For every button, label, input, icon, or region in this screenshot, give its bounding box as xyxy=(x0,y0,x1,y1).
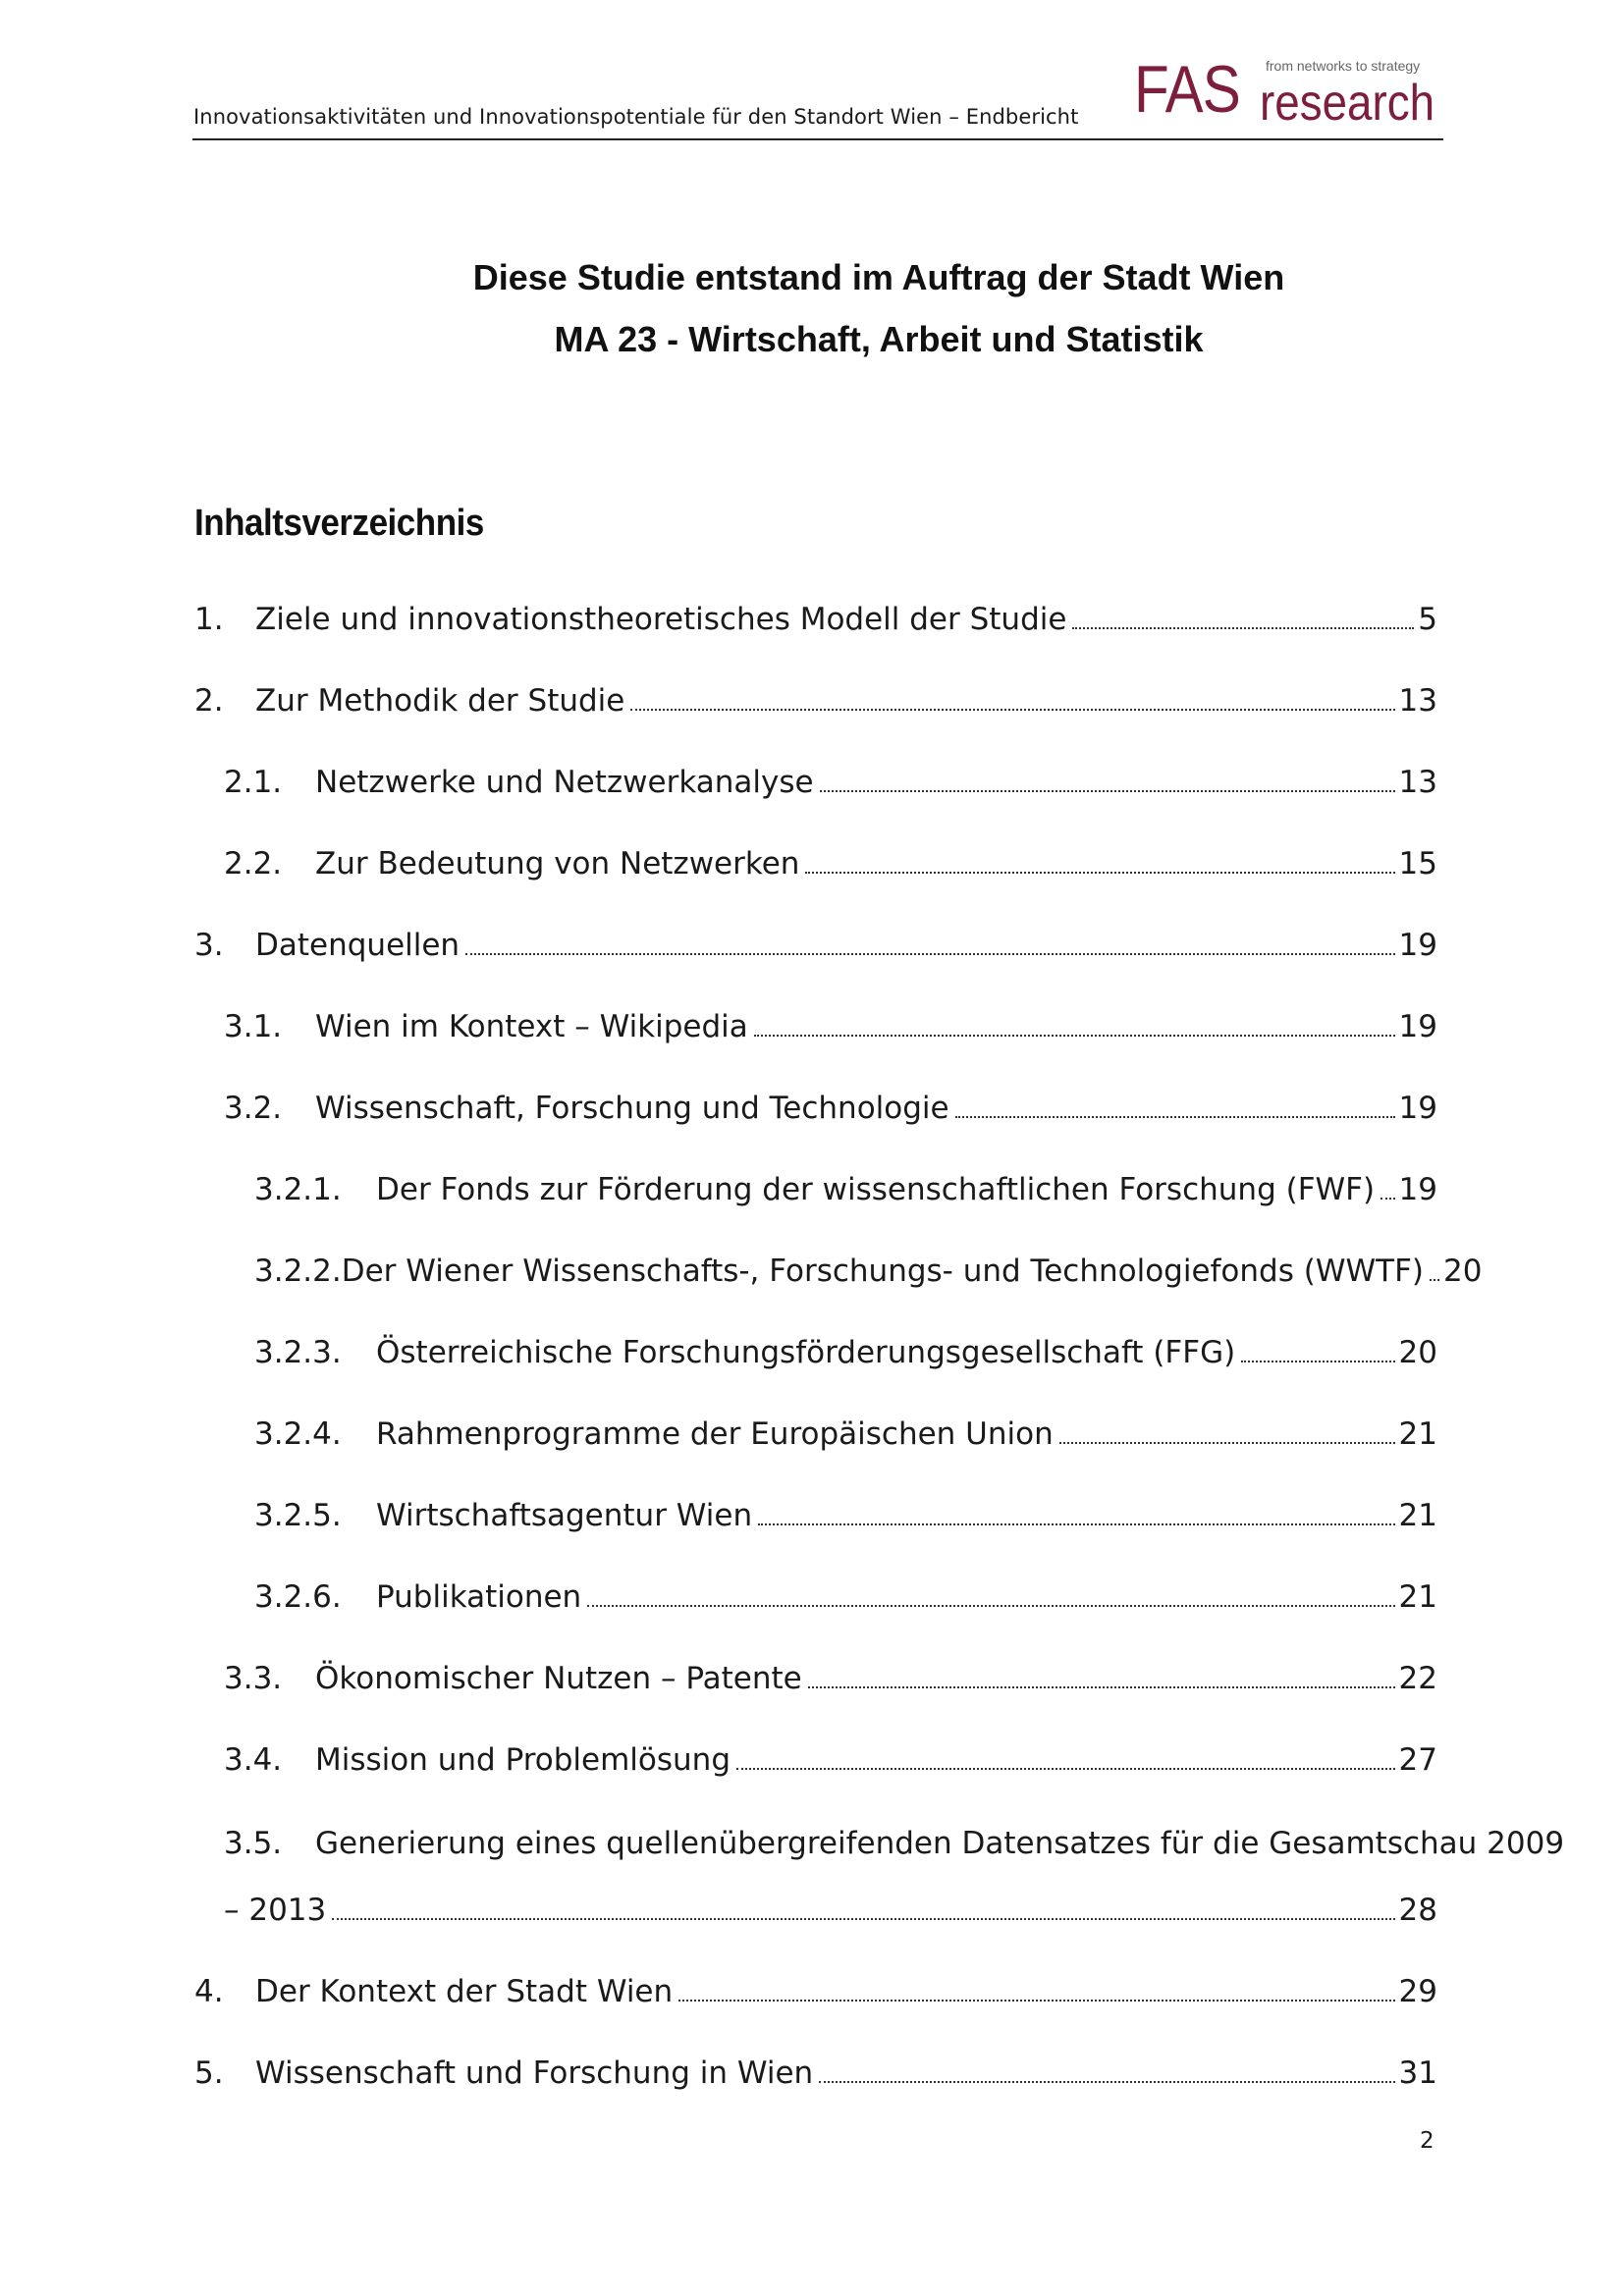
toc-entry-number: 3.4. xyxy=(224,1742,283,1778)
toc-entry[interactable] xyxy=(194,1972,1437,2011)
toc-entry-number: 3.3. xyxy=(224,1661,283,1696)
toc-entry-page: 22 xyxy=(1398,1661,1437,1696)
toc-entry-number: 1. xyxy=(194,602,224,637)
toc-entry-page: 31 xyxy=(1398,2056,1437,2091)
toc-leader-dots xyxy=(630,709,1394,711)
commission-line-1: Diese Studie entstand im Auftrag der Stadt Wien xyxy=(472,257,1285,297)
toc-entry[interactable] xyxy=(224,1089,1437,1128)
toc-entry-page: 20 xyxy=(1443,1254,1483,1289)
toc-entry-title: Generierung eines quellenübergreifenden Datensatzes für die Gesamtschau 2009 xyxy=(315,1826,1565,1861)
toc-entry-title: Zur Bedeutung von Netzwerken xyxy=(315,846,800,881)
toc-entry-number: 3.2.4. xyxy=(254,1416,342,1452)
toc-entry[interactable] xyxy=(254,1577,1437,1617)
toc-entry-page: 15 xyxy=(1398,846,1437,881)
toc-heading: Inhaltsverzeichnis xyxy=(194,503,484,544)
toc-entry-number: 3.2.6. xyxy=(254,1579,342,1615)
toc-leader-dots xyxy=(805,872,1394,874)
toc-entry-number: 3.2.3. xyxy=(254,1335,342,1370)
toc-entry[interactable] xyxy=(254,1333,1437,1372)
toc-entry[interactable] xyxy=(194,2054,1437,2093)
toc-entry-title: Ökonomischer Nutzen – Patente xyxy=(315,1661,802,1696)
toc-entry-page: 21 xyxy=(1398,1579,1437,1615)
toc-leader-dots xyxy=(754,1035,1395,1037)
toc-entry-number: 5. xyxy=(194,2056,224,2091)
toc-entry-page: 5 xyxy=(1418,602,1437,637)
toc-entry[interactable] xyxy=(224,844,1437,883)
commission-line-2: MA 23 - Wirtschaft, Arbeit und Statistik xyxy=(554,319,1204,359)
toc-leader-dots xyxy=(819,2081,1394,2083)
toc-entry-number: 2.1. xyxy=(224,765,283,800)
toc-entry[interactable] xyxy=(224,763,1437,802)
toc-entry-title: Der Kontext der Stadt Wien xyxy=(255,1974,674,2009)
toc-entry-number: 3.2. xyxy=(224,1091,283,1126)
toc-entry-number: 3.2.1. xyxy=(254,1172,342,1207)
toc-leader-dots xyxy=(587,1605,1394,1607)
toc-entry-title: Der Fonds zur Förderung der wissenschaftlichen Forschung (FWF) xyxy=(376,1172,1376,1207)
toc-entry[interactable] xyxy=(224,1740,1437,1780)
toc-entry-title: Wirtschaftsagentur Wien xyxy=(376,1498,753,1533)
toc-entry[interactable] xyxy=(194,600,1437,639)
toc-leader-dots xyxy=(678,2000,1394,2002)
logo-research-text: research xyxy=(1260,75,1435,132)
toc-leader-dots xyxy=(1241,1361,1394,1362)
toc-leader-dots xyxy=(758,1523,1394,1525)
toc-entry-continuation: – 2013 xyxy=(224,1893,327,1928)
toc-entry-title: Datenquellen xyxy=(255,928,460,963)
toc-leader-dots xyxy=(1072,627,1414,629)
toc-leader-dots xyxy=(465,953,1394,955)
toc-entry-title: Wien im Kontext – Wikipedia xyxy=(315,1009,748,1044)
toc-leader-dots xyxy=(808,1686,1395,1688)
toc-entry-title: Der Wiener Wissenschafts-, Forschungs- und Technologiefonds (WWTF) xyxy=(341,1254,1424,1289)
toc-entry-title: Mission und Problemlösung xyxy=(315,1742,731,1778)
toc-leader-dots xyxy=(332,1918,1394,1920)
toc-leader-dots xyxy=(820,790,1395,792)
toc-entry-wrapped-first-line[interactable] xyxy=(224,1824,1564,1863)
toc-entry[interactable] xyxy=(254,1252,1483,1291)
header-divider xyxy=(192,138,1443,140)
page-number: 2 xyxy=(1420,2128,1435,2154)
logo-tagline: from networks to strategy xyxy=(1266,58,1421,74)
toc-entry-page: 13 xyxy=(1398,765,1437,800)
toc-entry-number: 3.1. xyxy=(224,1009,283,1044)
logo-fas-text: FAS xyxy=(1134,52,1240,127)
toc-leader-dots xyxy=(1380,1198,1394,1200)
running-header: Innovationsaktivitäten und Innovationspotentiale für den Standort Wien – Endbericht xyxy=(193,105,1079,129)
toc-entry-number: 2. xyxy=(194,683,224,719)
toc-entry-page: 29 xyxy=(1398,1974,1437,2009)
toc-entry[interactable] xyxy=(254,1496,1437,1535)
toc-entry-number: 3. xyxy=(194,928,224,963)
toc-entry[interactable] xyxy=(254,1170,1437,1209)
toc-entry-wrapped-second-line[interactable] xyxy=(224,1891,1437,1930)
toc-entry-page: 28 xyxy=(1398,1893,1437,1928)
toc-entry-page: 19 xyxy=(1398,1009,1437,1044)
toc-entry-page: 21 xyxy=(1398,1498,1437,1533)
toc-entry-page: 27 xyxy=(1398,1742,1437,1778)
toc-entry-title: Ziele und innovationstheoretisches Modell der Studie xyxy=(255,602,1067,637)
toc-entry-title: Wissenschaft und Forschung in Wien xyxy=(255,2056,814,2091)
toc-leader-dots xyxy=(1430,1279,1439,1281)
toc-leader-dots xyxy=(1059,1442,1395,1444)
toc-entry-page: 20 xyxy=(1398,1335,1437,1370)
toc-entry-title: Netzwerke und Netzwerkanalyse xyxy=(315,765,814,800)
toc-entry[interactable] xyxy=(194,681,1437,721)
toc-entry[interactable] xyxy=(254,1415,1437,1454)
toc-entry[interactable] xyxy=(224,1659,1437,1698)
toc-entry[interactable] xyxy=(224,1007,1437,1046)
toc-entry-title: Rahmenprogramme der Europäischen Union xyxy=(376,1416,1054,1452)
toc-entry-title: Publikationen xyxy=(376,1579,582,1615)
toc-entry-title: Österreichische Forschungsförderungsgesellschaft (FFG) xyxy=(376,1335,1236,1370)
toc-entry-number: 2.2. xyxy=(224,846,283,881)
toc-entry-page: 21 xyxy=(1398,1416,1437,1452)
toc-entry-title: Zur Methodik der Studie xyxy=(255,683,625,719)
toc-entry-title: Wissenschaft, Forschung und Technologie xyxy=(315,1091,949,1126)
toc-entry-number: 4. xyxy=(194,1974,224,2009)
toc-entry-number: 3.5. xyxy=(224,1826,283,1861)
toc-entry[interactable] xyxy=(194,926,1437,965)
toc-entry-page: 19 xyxy=(1398,1091,1437,1126)
toc-leader-dots xyxy=(736,1768,1395,1770)
toc-entry-page: 19 xyxy=(1398,1172,1437,1207)
toc-entry-number: 3.2.2. xyxy=(254,1254,342,1289)
toc-entry-page: 13 xyxy=(1398,683,1437,719)
toc-entry-number: 3.2.5. xyxy=(254,1498,342,1533)
fas-research-logo xyxy=(1134,52,1446,132)
toc-leader-dots xyxy=(955,1116,1395,1118)
toc-entry-page: 19 xyxy=(1398,928,1437,963)
